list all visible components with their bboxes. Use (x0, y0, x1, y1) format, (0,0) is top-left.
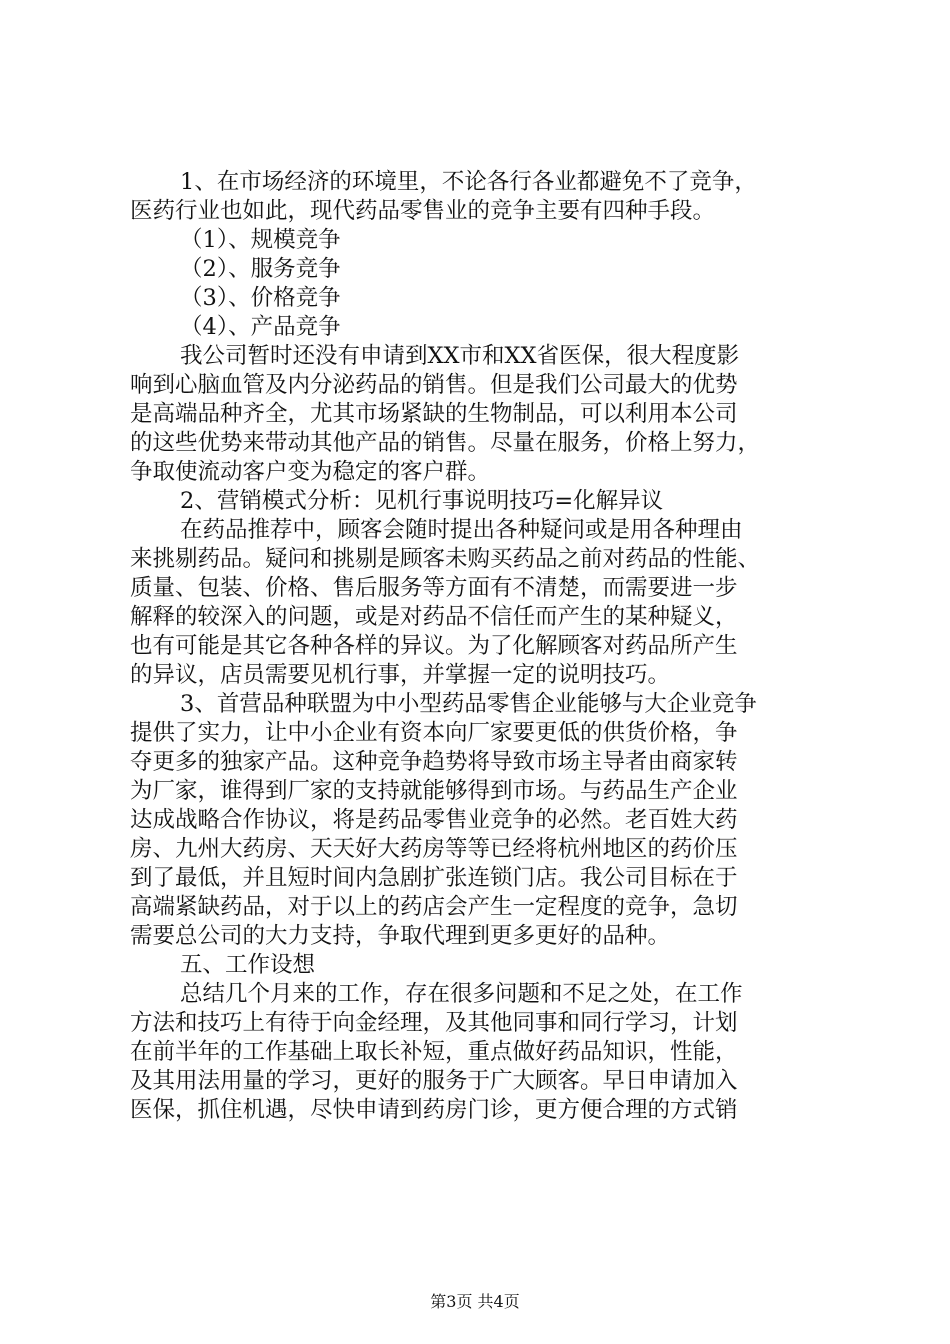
text-line: （2）、服务竞争 (180, 256, 341, 282)
text-line: 1、在市场经济的环境里，不论各行各业都避免不了竞争， (180, 169, 757, 195)
text-line: （4）、产品竞争 (180, 314, 341, 340)
text-line: 来挑剔药品。疑问和挑剔是顾客未购买药品之前对药品的性能、 (130, 546, 761, 572)
text-line: 3、首营品种联盟为中小型药品零售企业能够与大企业竞争 (180, 691, 757, 717)
text-line: 解释的较深入的问题，或是对药品不信任而产生的某种疑义， (130, 604, 738, 630)
text-line: 争取使流动客户变为稳定的客户群。 (130, 459, 491, 485)
text-line: 总结几个月来的工作，存在很多问题和不足之处，在工作 (180, 981, 743, 1007)
text-line: 医保，抓住机遇，尽快申请到药房门诊，更方便合理的方式销 (130, 1097, 738, 1123)
text-line: 在药品推荐中，顾客会随时提出各种疑问或是用各种理由 (180, 517, 743, 543)
text-line: 到了最低，并且短时间内急剧扩张连锁门店。我公司目标在于 (130, 865, 738, 891)
text-line: 夺更多的独家产品。这种竞争趋势将导致市场主导者由商家转 (130, 749, 738, 775)
text-line: 的异议，店员需要见机行事，并掌握一定的说明技巧。 (130, 662, 671, 688)
text-line: 高端紧缺药品，对于以上的药店会产生一定程度的竞争，急切 (130, 894, 738, 920)
text-line: （3）、价格竞争 (180, 285, 341, 311)
text-line: 方法和技巧上有待于向金经理，及其他同事和同行学习，计划 (130, 1010, 738, 1036)
text-line: 为厂家，谁得到厂家的支持就能够得到市场。与药品生产企业 (130, 778, 738, 804)
text-line: 也有可能是其它各种各样的异议。为了化解顾客对药品所产生 (130, 633, 738, 659)
text-line: 房、九州大药房、天天好大药房等等已经将杭州地区的药价压 (130, 836, 738, 862)
text-line: 医药行业也如此，现代药品零售业的竞争主要有四种手段。 (130, 198, 716, 224)
page-footer: 第3页 共4页 (430, 1292, 520, 1311)
text-line: 及其用法用量的学习，更好的服务于广大顾客。早日申请加入 (130, 1068, 738, 1094)
text-line: 我公司暂时还没有申请到XX市和XX省医保，很大程度影 (180, 343, 740, 369)
text-line: 是高端品种齐全，尤其市场紧缺的生物制品，可以利用本公司 (130, 401, 738, 427)
text-line: （1）、规模竞争 (180, 227, 341, 253)
text-line: 的这些优势来带动其他产品的销售。尽量在服务，价格上努力， (130, 430, 761, 456)
text-line: 质量、包装、价格、售后服务等方面有不清楚，而需要进一步 (130, 575, 738, 601)
text-line: 在前半年的工作基础上取长补短，重点做好药品知识，性能， (130, 1039, 738, 1065)
text-line: 响到心脑血管及内分泌药品的销售。但是我们公司最大的优势 (130, 372, 738, 398)
text-line: 达成战略合作协议，将是药品零售业竞争的必然。老百姓大药 (130, 807, 738, 833)
text-line: 需要总公司的大力支持，争取代理到更多更好的品种。 (130, 923, 671, 949)
text-line: 提供了实力，让中小企业有资本向厂家要更低的供货价格，争 (130, 720, 738, 746)
text-line: 五、工作设想 (180, 952, 316, 978)
document-body (130, 168, 830, 1125)
text-line: 2、营销模式分析：见机行事说明技巧=化解异议 (180, 488, 664, 514)
